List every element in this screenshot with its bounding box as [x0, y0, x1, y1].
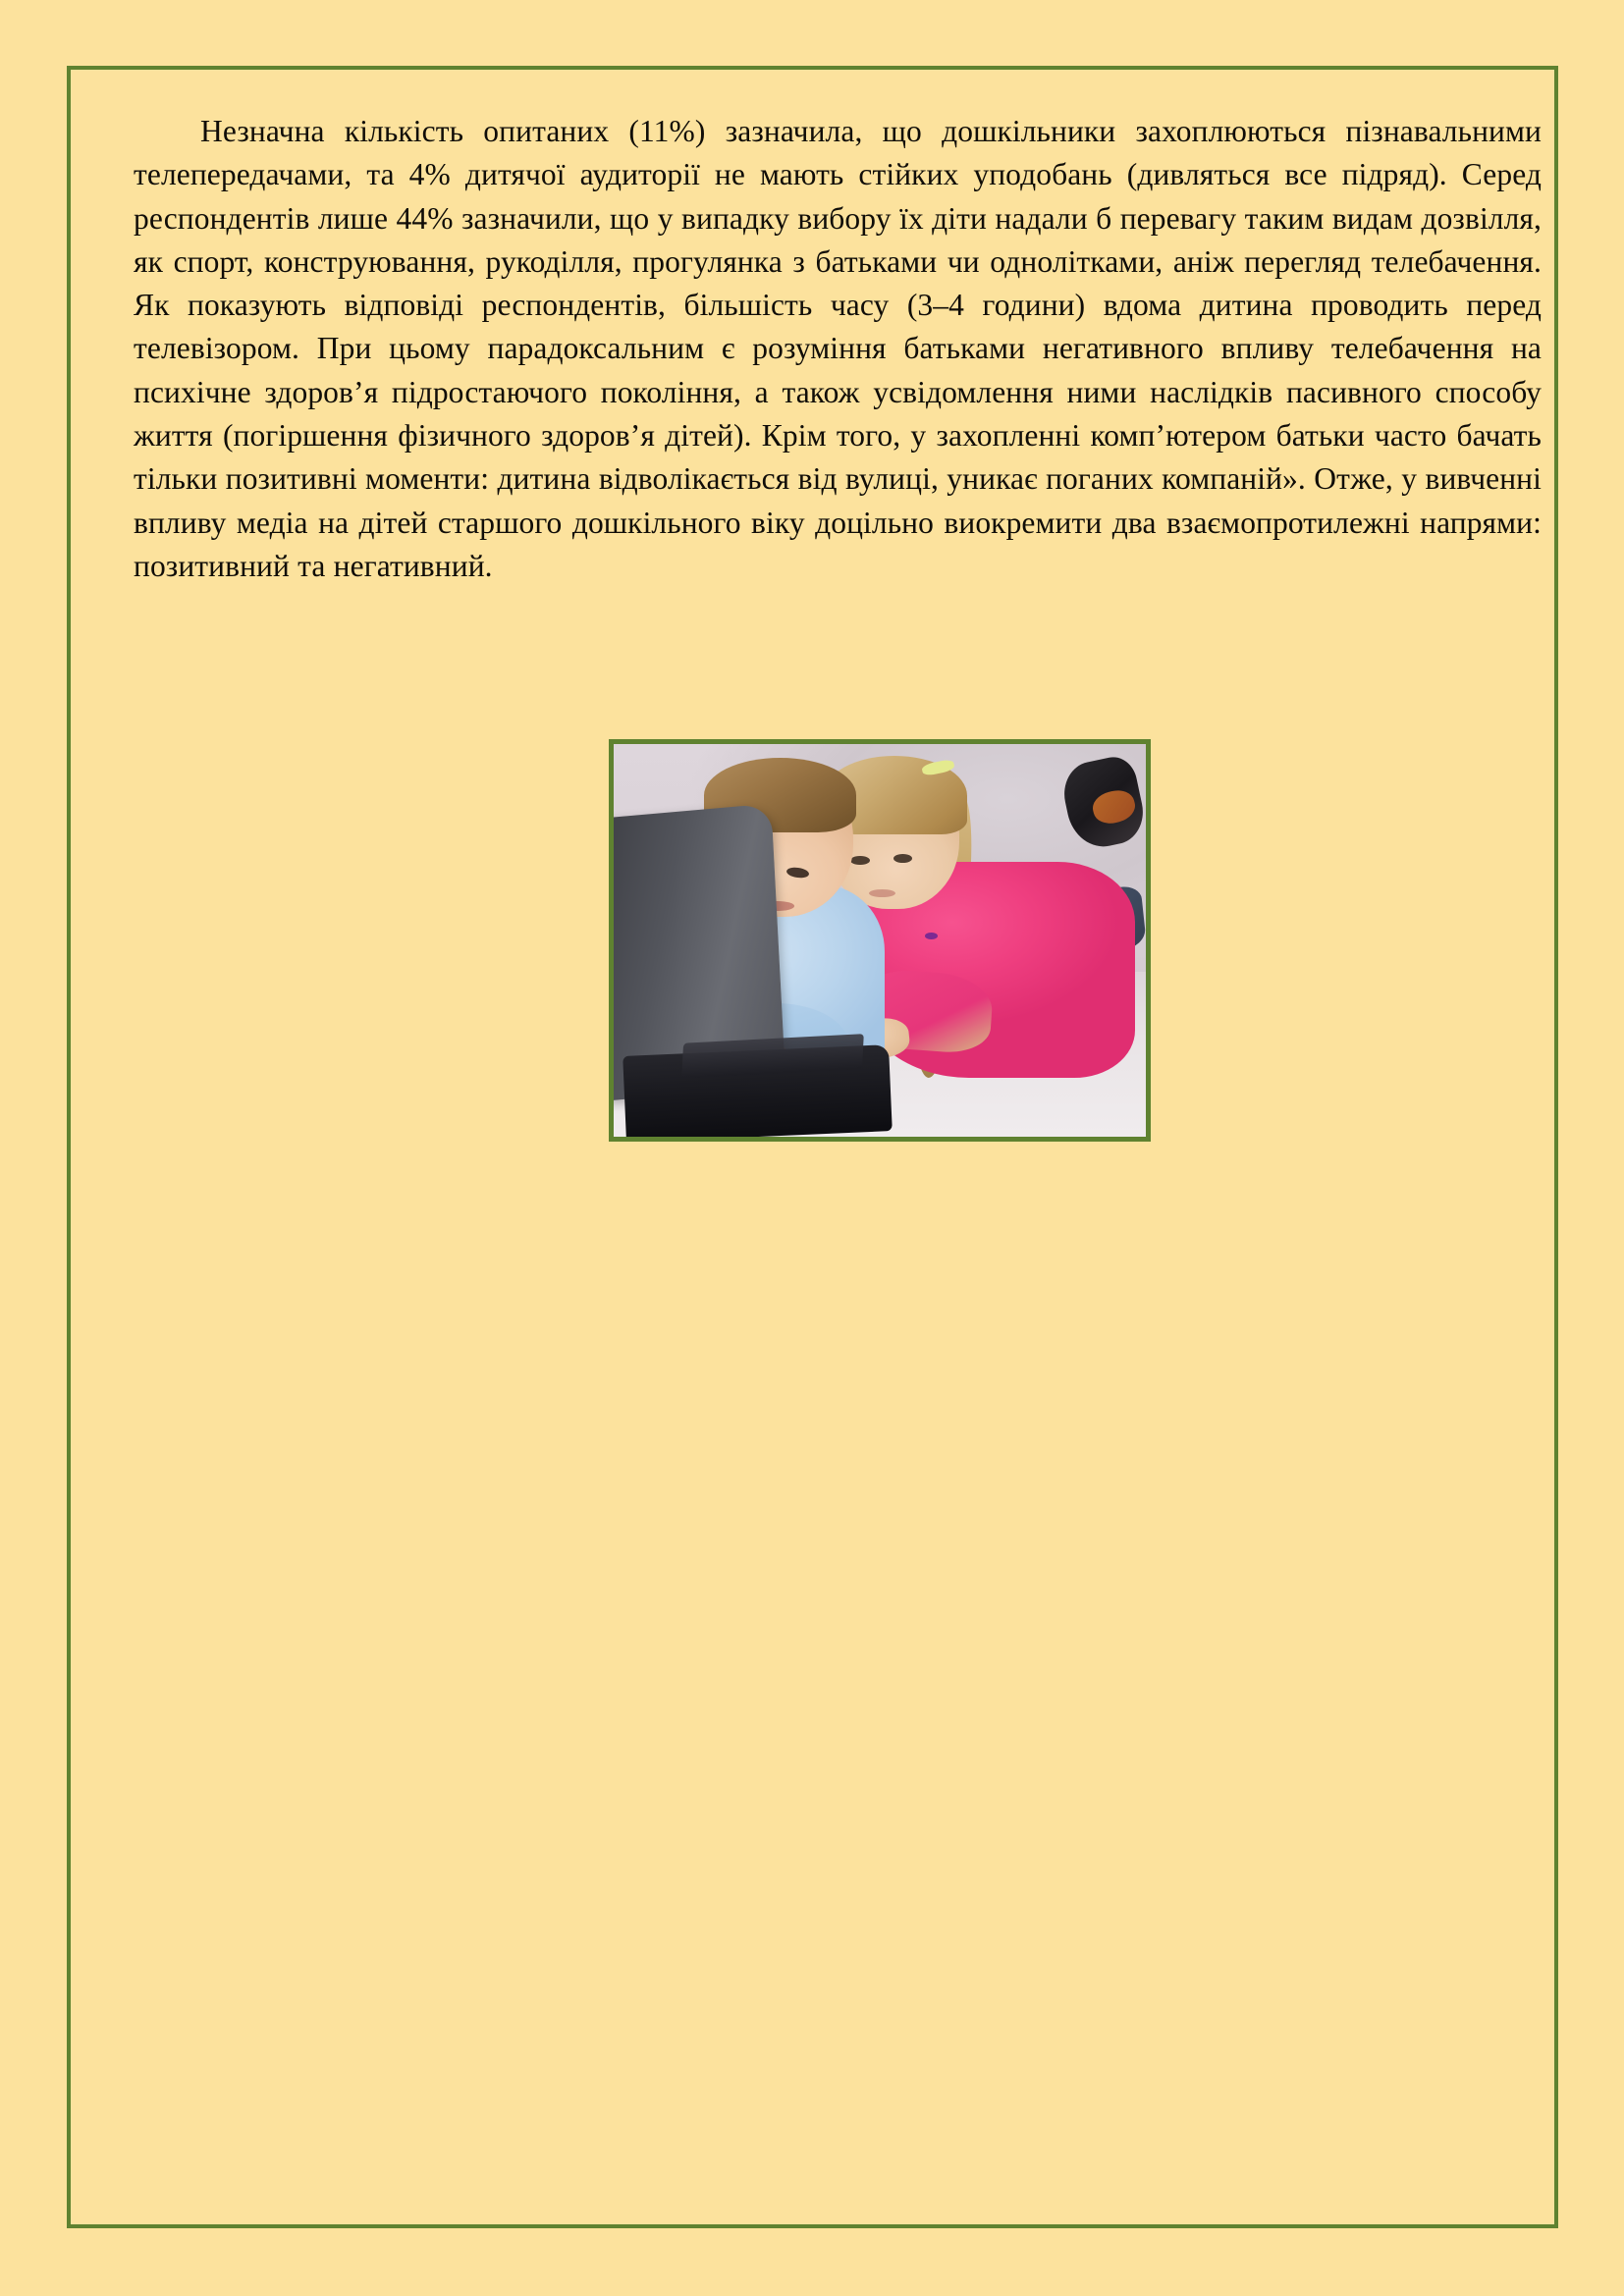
photo-children-laptop [614, 744, 1146, 1137]
page-content [134, 110, 1542, 588]
body-paragraph: Незначна кількість опитаних (11%) зазначила, що дошкільники захоплюються пізнавальними телепередачами, та 4% дитячої аудиторії не мають стійких уподобань (дивляться все підряд). Серед респондентів лише 44% зазначили, що у випадку вибору їх діти надали б перевагу таким видам дозвілля, як спорт, конструювання, рукоділля, прогулянка з батьками чи однолітками, аніж перегляд телебачення. Як показують відповіді респондентів, більшість часу (3–4 години) вдома дитина проводить перед телевізором. При цьому парадоксальним є розуміння батьками негативного впливу телебачення на психічне здоров’я підростаючого покоління, а також усвідомлення ними наслідків пасивного способу життя (погіршення фізичного здоров’я дітей). Крім того, у захопленні комп’ютером батьки часто бачать тільки позитивні моменти: дитина відволікається від вулиці, уникає поганих компаній». Отже, у вивченні впливу медіа на дітей старшого дошкільного віку доцільно виокремити два взаємопротилежні напрями: позитивний та негативний. [134, 114, 1542, 583]
girl-eye-left [850, 856, 870, 865]
figure-frame [609, 739, 1151, 1142]
figure-children-with-laptop [609, 739, 1151, 1142]
